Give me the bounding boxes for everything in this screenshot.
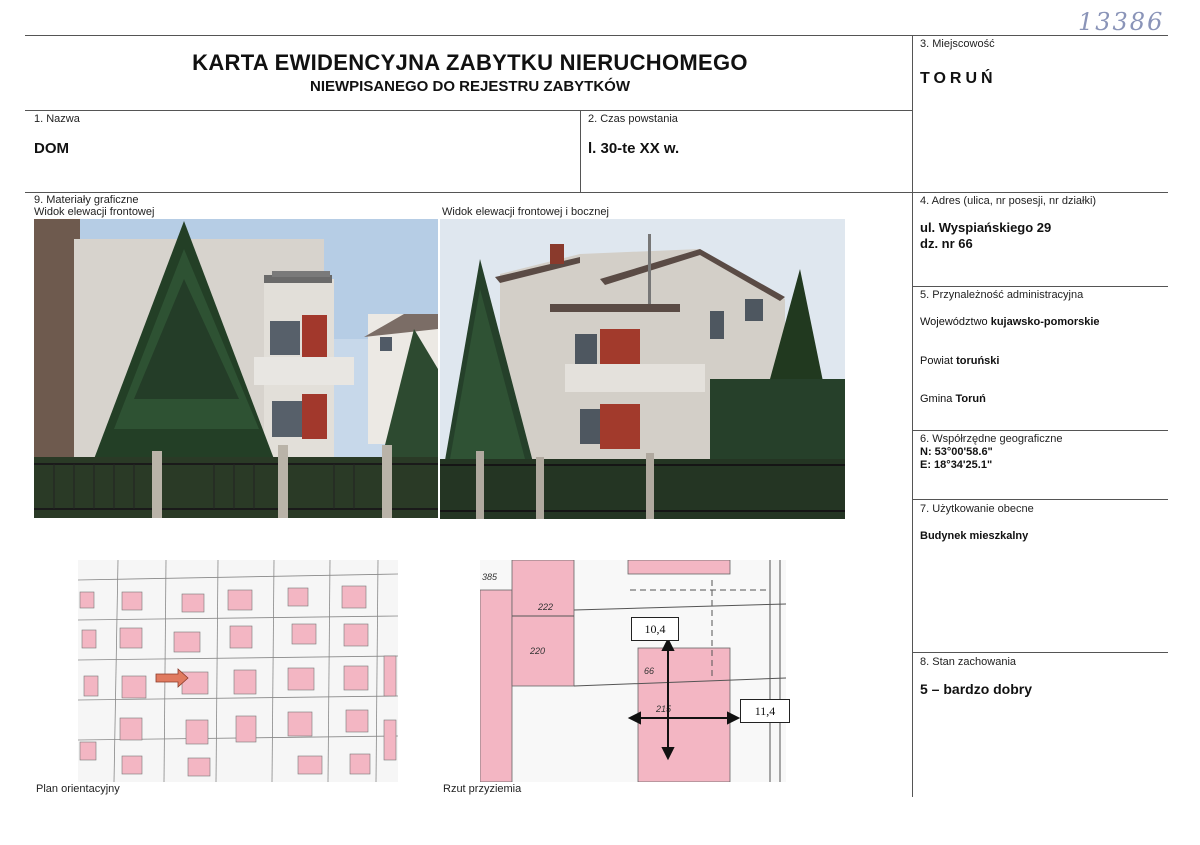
wspolrzedne-e: E: 18°34'25.1" xyxy=(920,459,993,471)
wspolrzedne-label: 6. Współrzędne geograficzne xyxy=(920,433,1063,445)
orientation-plan-map xyxy=(78,560,398,782)
gmina-prefix: Gmina xyxy=(920,393,956,405)
map2-caption: Rzut przyziemia xyxy=(443,783,522,795)
powiat-line xyxy=(920,355,999,367)
rule-right-6 xyxy=(912,499,1168,500)
powiat-prefix: Powiat xyxy=(920,355,957,367)
rule-title-bottom xyxy=(25,110,913,111)
document-subtitle: NIEWPISANEGO DO REJESTRU ZABYTKÓW xyxy=(309,78,631,95)
miejscowosc-value: TORUŃ xyxy=(920,70,997,87)
document-title: KARTA EWIDENCYJNA ZABYTKU NIERUCHOMEGO xyxy=(192,50,748,75)
nazwa-value: DOM xyxy=(34,140,69,157)
dimension-label-length xyxy=(740,699,790,723)
rule-col-czas xyxy=(580,110,581,192)
rule-right-7 xyxy=(912,652,1168,653)
dimension-width-value: 10,4 xyxy=(644,622,666,636)
nazwa-label: 1. Nazwa xyxy=(34,113,80,125)
przynaleznosc-label: 5. Przynależność administracyjna xyxy=(920,289,1084,301)
photo1-caption: Widok elewacji frontowej xyxy=(34,206,155,218)
czas-label: 2. Czas powstania xyxy=(588,113,678,125)
plot-222: 222 xyxy=(538,602,554,612)
wojewodztwo-line xyxy=(920,316,1100,328)
ground-floor-plan xyxy=(480,560,786,782)
powiat-value: toruński xyxy=(956,355,1000,367)
czas-value: l. 30-te XX w. xyxy=(588,140,680,157)
photo-front-side-elevation xyxy=(440,219,845,519)
uzytkowanie-value: Budynek mieszkalny xyxy=(920,530,1029,542)
graphics-section-label: 9. Materiały graficzne xyxy=(34,194,139,206)
dimension-length-value: 11,4 xyxy=(754,704,776,718)
handwritten-registry-number: 13386 xyxy=(1078,8,1165,36)
rule-top xyxy=(25,35,1168,36)
rule-right-5 xyxy=(912,430,1168,431)
photo-front-elevation xyxy=(34,219,438,518)
wojewodztwo-prefix: Województwo xyxy=(920,316,991,328)
wspolrzedne-n: N: 53°00'58.6" xyxy=(920,446,993,458)
gmina-line xyxy=(920,393,986,405)
plot-66: 66 xyxy=(644,666,655,676)
gmina-value: Toruń xyxy=(955,393,986,405)
miejscowosc-label: 3. Miejscowość xyxy=(920,38,995,50)
stan-label: 8. Stan zachowania xyxy=(920,656,1017,668)
stan-value: 5 – bardzo dobry xyxy=(920,681,1033,697)
adres-line2: dz. nr 66 xyxy=(920,236,973,251)
adres-line1: ul. Wyspiańskiego 29 xyxy=(920,220,1052,235)
uzytkowanie-label: 7. Użytkowanie obecne xyxy=(920,503,1034,515)
adres-label: 4. Adres (ulica, nr posesji, nr działki) xyxy=(920,195,1097,207)
photo2-caption: Widok elewacji frontowej i bocznej xyxy=(442,206,609,218)
plot-215: 215 xyxy=(656,704,672,714)
rule-right-4 xyxy=(912,286,1168,287)
wojewodztwo-value: kujawsko-pomorskie xyxy=(990,316,1100,328)
plot-220: 220 xyxy=(530,646,546,656)
dimension-label-width xyxy=(631,617,679,641)
plot-385: 385 xyxy=(482,572,498,582)
rule-row1-bottom xyxy=(25,192,1168,193)
rule-col-main xyxy=(912,35,913,797)
map1-caption: Plan orientacyjny xyxy=(36,783,120,795)
